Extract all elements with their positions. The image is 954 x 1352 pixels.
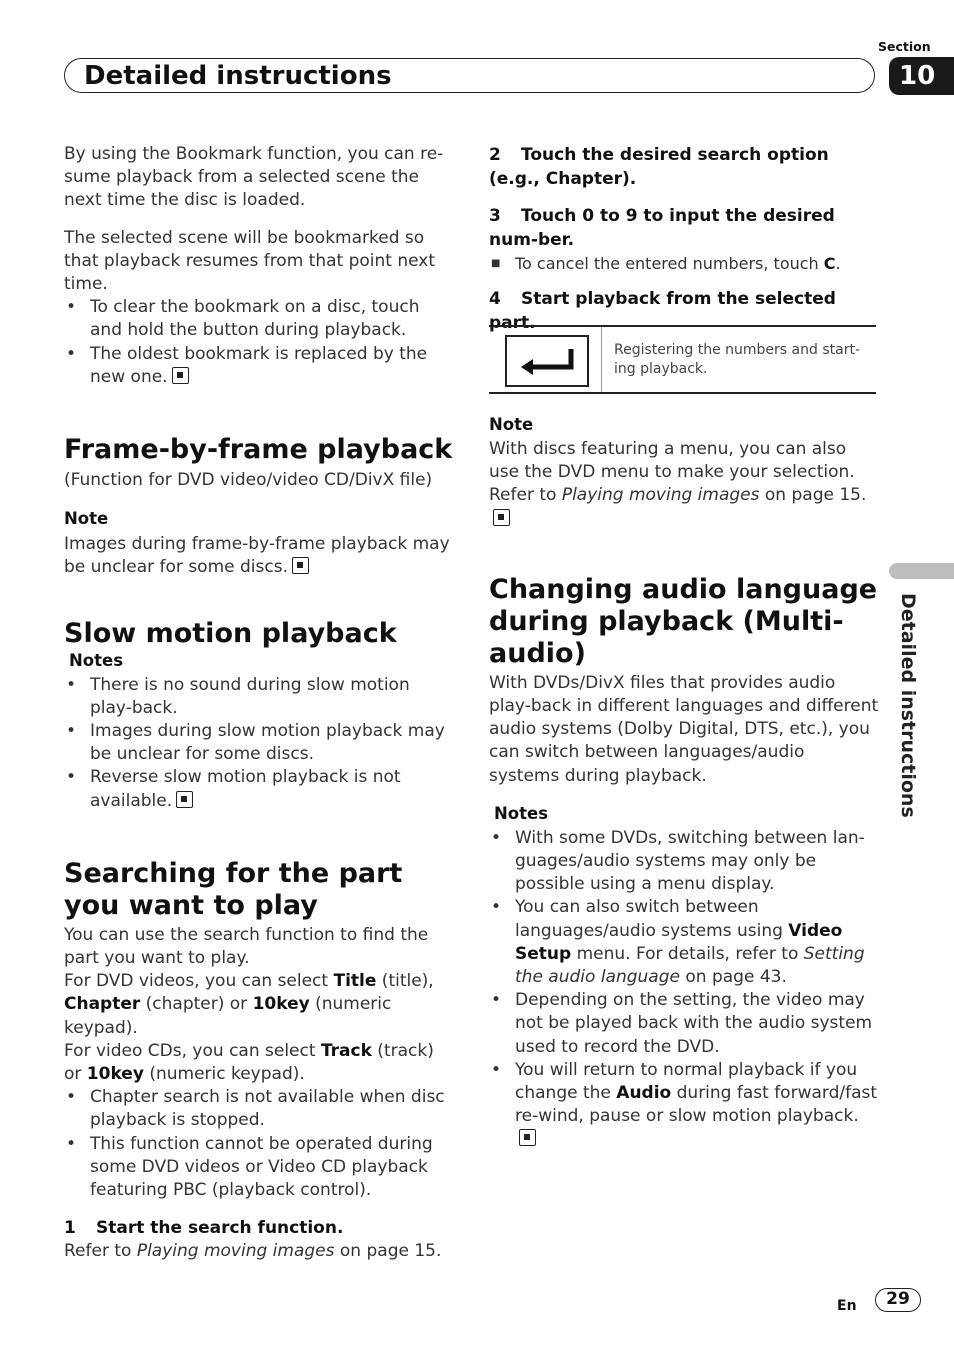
list-item: • You can also switch between languages/audio systems using Video Setup menu. For details, refer to Setting the audio language on page 43.: [489, 896, 879, 989]
side-tab-label: Detailed instructions: [897, 593, 919, 818]
stop-icon: [176, 791, 193, 808]
intro-paragraph-1: By using the Bookmark function, you can re-sume playback from a selected scene the next time the disc is loaded.: [64, 144, 444, 211]
frame-note-text: Images during frame-by-frame playback may be unclear for some discs.: [64, 534, 450, 578]
frame-by-frame-heading: Frame-by-frame playback: [64, 434, 453, 466]
stop-icon: [519, 1129, 536, 1146]
multi-audio-intro: With DVDs/DivX files that provides audio play-back in different languages and different audio systems (Dolby Digital, DTS, etc.), you can switch between languages/audio systems during playback.: [489, 672, 879, 786]
tenkey-key-label: 10key: [86, 1064, 144, 1085]
enter-icon: [507, 337, 587, 385]
note-text: With discs featuring a menu, you can also use the DVD menu to make your selection.: [489, 439, 855, 483]
list-item: • You will return to normal playback if you change the Audio during fast forward/fast re-wind, pause or slow motion playback.: [489, 1059, 879, 1152]
list-item: ■ To cancel the entered numbers, touch C.: [489, 252, 879, 275]
list-item: • Chapter search is not available when disc playback is stopped.: [64, 1086, 456, 1132]
section-number-badge: 10: [889, 57, 954, 95]
slow-motion-heading: Slow motion playback: [64, 617, 397, 649]
list-item: • This function cannot be operated during some DVD videos or Video CD playback featuring PBC (playback control).: [64, 1133, 456, 1203]
search-intro: You can use the search function to find the part you want to play.: [64, 924, 429, 969]
step-1-reference: Refer to Playing moving images on page 15.: [64, 1241, 442, 1262]
list-item: • Reverse slow motion playback is not available.: [64, 766, 456, 812]
title-key-label: Title: [333, 971, 377, 992]
search-vcd-options: For video CDs, you can select Track (track) or 10key (numeric keypad).: [64, 1040, 434, 1085]
slow-bullet-list: [64, 674, 456, 813]
page-number: 29: [875, 1288, 921, 1312]
search-heading: Searching for the part you want to play: [64, 857, 403, 921]
enter-key-button[interactable]: [505, 335, 589, 387]
stop-icon: [172, 367, 189, 384]
list-item: • Images during slow motion playback may be unclear for some discs.: [64, 720, 456, 766]
multi-audio-heading: Changing audio language during playback (Multi-audio): [489, 573, 878, 669]
note-title: Note: [489, 415, 534, 434]
side-tab-marker: [889, 563, 954, 579]
search-bullet-list: [64, 1086, 456, 1202]
key-description-box: [489, 325, 876, 394]
page-reference-link[interactable]: Setting the audio language: [515, 943, 865, 988]
step-2: 2 Touch the desired search option (e.g., Chapter).: [489, 145, 829, 189]
language-code: En: [837, 1298, 857, 1314]
list-item: • To clear the bookmark on a disc, touch and hold the button during playback.: [64, 296, 456, 342]
audio-label: Audio: [616, 1083, 672, 1104]
right-column-lower: [489, 414, 879, 1152]
list-item: • The oldest bookmark is replaced by the new one.: [64, 343, 456, 389]
step-4: 4 Start playback from the selected part.: [489, 289, 836, 334]
clear-key-label: C: [823, 254, 836, 273]
section-label: Section: [878, 39, 931, 54]
enter-key-description: Registering the numbers and start-ing playback.: [614, 342, 860, 377]
step-1: 1 Start the search function.: [64, 1218, 344, 1239]
slow-notes-title: Notes: [69, 650, 124, 670]
page-reference-link[interactable]: Playing moving images: [136, 1241, 335, 1262]
video-setup-label: Video Setup: [515, 920, 843, 964]
list-item: • With some DVDs, switching between lan-guages/audio systems may only be possible using a menu display.: [489, 827, 879, 897]
audio-bullet-list: [489, 827, 879, 1152]
page-reference-link[interactable]: Playing moving images: [561, 485, 760, 506]
intro-bullet-list: [64, 296, 456, 389]
step-3-bullet-list: [489, 252, 879, 275]
tenkey-key-label: 10key: [252, 994, 310, 1015]
frame-note-title: Note: [64, 509, 109, 529]
stop-icon: [493, 509, 510, 526]
track-key-label: Track: [320, 1040, 372, 1061]
left-column: [64, 143, 456, 1264]
frame-by-frame-subtitle: (Function for DVD video/video CD/DivX file): [64, 470, 433, 491]
page-title: Detailed instructions: [84, 61, 392, 91]
step-3: 3 Touch 0 to 9 to input the desired num-ber.: [489, 206, 835, 250]
chapter-key-label: Chapter: [64, 994, 141, 1015]
right-column: [489, 143, 879, 335]
search-dvd-options: For DVD videos, you can select Title (title), Chapter (chapter) or 10key (numeric keypad).: [64, 971, 434, 1038]
note-reference: Refer to Playing moving images on page 15.: [489, 484, 879, 530]
intro-paragraph-2: The selected scene will be bookmarked so that playback resumes from that point next time.: [64, 227, 436, 295]
list-item: • Depending on the setting, the video may not be played back with the audio system used to record the DVD.: [489, 989, 879, 1059]
list-item: • There is no sound during slow motion play-back.: [64, 674, 456, 720]
divider: [601, 327, 602, 392]
stop-icon: [292, 557, 309, 574]
audio-notes-title: Notes: [494, 803, 549, 823]
